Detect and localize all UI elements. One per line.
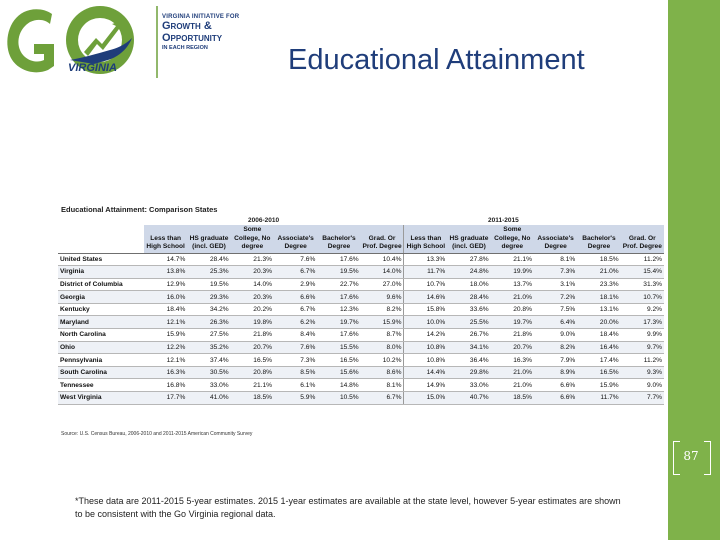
column-header: Associate's Degree (274, 225, 317, 253)
footnote: *These data are 2011-2015 5-year estimates. 2015 1-year estimates are available at the state level, however 5-year estimates are shown to be consistent with the Go Virginia regional data. (75, 496, 621, 519)
slide-title: Educational Attainment (288, 44, 585, 76)
value-cell: 10.7% (621, 291, 664, 304)
value-cell: 9.9% (621, 329, 664, 342)
value-cell: 7.2% (534, 291, 577, 304)
value-cell: 14.6% (404, 291, 447, 304)
value-cell: 7.6% (274, 341, 317, 354)
value-cell: 15.9% (144, 329, 187, 342)
state-name-cell: Virginia (58, 266, 144, 279)
value-cell: 23.3% (577, 278, 620, 291)
table-row (58, 379, 664, 392)
value-cell: 20.2% (231, 303, 274, 316)
value-cell: 13.8% (144, 266, 187, 279)
value-cell: 21.8% (491, 329, 534, 342)
value-cell: 16.5% (577, 366, 620, 379)
value-cell: 34.2% (187, 303, 230, 316)
logo-text-block (162, 14, 282, 51)
column-header: Less than High School (404, 225, 447, 253)
value-cell: 19.5% (317, 266, 360, 279)
value-cell: 27.8% (447, 253, 490, 266)
value-cell: 10.7% (404, 278, 447, 291)
column-header: Associate's Degree (534, 225, 577, 253)
value-cell: 26.3% (187, 316, 230, 329)
value-cell: 17.4% (577, 354, 620, 367)
value-cell: 6.1% (274, 379, 317, 392)
value-cell: 3.1% (534, 278, 577, 291)
column-header: Bachelor's Degree (317, 225, 360, 253)
value-cell: 8.5% (274, 366, 317, 379)
state-name-cell: Pennsylvania (58, 354, 144, 367)
value-cell: 6.7% (361, 392, 404, 405)
state-name-cell: Kentucky (58, 303, 144, 316)
value-cell: 18.5% (577, 253, 620, 266)
logo-region-label: IN EACH REGION (162, 45, 208, 51)
value-cell: 6.6% (534, 379, 577, 392)
value-cell: 10.2% (361, 354, 404, 367)
value-cell: 20.8% (231, 366, 274, 379)
value-cell: 7.3% (274, 354, 317, 367)
value-cell: 8.7% (361, 329, 404, 342)
table-row (58, 341, 664, 354)
value-cell: 11.2% (621, 253, 664, 266)
value-cell: 8.6% (361, 366, 404, 379)
value-cell: 25.3% (187, 266, 230, 279)
value-cell: 29.8% (447, 366, 490, 379)
value-cell: 16.4% (577, 341, 620, 354)
value-cell: 9.6% (361, 291, 404, 304)
value-cell: 11.2% (621, 354, 664, 367)
value-cell: 10.8% (404, 341, 447, 354)
state-name-cell: Ohio (58, 341, 144, 354)
value-cell: 16.0% (144, 291, 187, 304)
logo-virginia-label: VIRGINIA (68, 62, 117, 74)
state-name-cell: Tennessee (58, 379, 144, 392)
value-cell: 16.3% (144, 366, 187, 379)
value-cell: 17.6% (317, 253, 360, 266)
value-cell: 6.4% (534, 316, 577, 329)
value-cell: 18.4% (144, 303, 187, 316)
value-cell: 33.0% (447, 379, 490, 392)
value-cell: 18.0% (447, 278, 490, 291)
page-number: 87 (683, 449, 699, 463)
column-header (58, 225, 144, 253)
value-cell: 5.9% (274, 392, 317, 405)
value-cell: 17.7% (144, 392, 187, 405)
value-cell: 17.6% (317, 329, 360, 342)
value-cell: 20.3% (231, 291, 274, 304)
value-cell: 14.0% (231, 278, 274, 291)
value-cell: 28.4% (447, 291, 490, 304)
state-name-cell: West Virginia (58, 392, 144, 405)
value-cell: 10.5% (317, 392, 360, 405)
value-cell: 33.6% (447, 303, 490, 316)
value-cell: 36.4% (447, 354, 490, 367)
value-cell: 8.1% (361, 379, 404, 392)
table-row (58, 354, 664, 367)
value-cell: 21.0% (577, 266, 620, 279)
table-row (58, 291, 664, 304)
value-cell: 24.8% (447, 266, 490, 279)
value-cell: 15.5% (317, 341, 360, 354)
value-cell: 13.1% (577, 303, 620, 316)
value-cell: 20.8% (491, 303, 534, 316)
go-logo-mark-icon (0, 0, 160, 90)
value-cell: 6.7% (274, 303, 317, 316)
value-cell: 27.5% (187, 329, 230, 342)
value-cell: 8.0% (361, 341, 404, 354)
value-cell: 17.6% (317, 291, 360, 304)
value-cell: 6.6% (534, 392, 577, 405)
value-cell: 37.4% (187, 354, 230, 367)
value-cell: 8.2% (534, 341, 577, 354)
attainment-table-image (58, 202, 664, 440)
value-cell: 11.7% (404, 266, 447, 279)
logo-opportunity-label: Opportunity (162, 32, 223, 44)
go-virginia-logo (0, 0, 290, 90)
value-cell: 7.5% (534, 303, 577, 316)
value-cell: 15.8% (404, 303, 447, 316)
value-cell: 2.9% (274, 278, 317, 291)
value-cell: 18.5% (231, 392, 274, 405)
value-cell: 14.0% (361, 266, 404, 279)
value-cell: 18.5% (491, 392, 534, 405)
value-cell: 7.3% (534, 266, 577, 279)
value-cell: 19.7% (491, 316, 534, 329)
value-cell: 27.0% (361, 278, 404, 291)
value-cell: 14.9% (404, 379, 447, 392)
value-cell: 19.5% (187, 278, 230, 291)
value-cell: 16.5% (231, 354, 274, 367)
table-row (58, 253, 664, 266)
value-cell: 15.0% (404, 392, 447, 405)
value-cell: 21.1% (231, 379, 274, 392)
value-cell: 10.4% (361, 253, 404, 266)
value-cell: 20.3% (231, 266, 274, 279)
value-cell: 14.2% (404, 329, 447, 342)
table-row (58, 266, 664, 279)
value-cell: 35.2% (187, 341, 230, 354)
value-cell: 15.9% (361, 316, 404, 329)
value-cell: 6.2% (274, 316, 317, 329)
value-cell: 10.8% (404, 354, 447, 367)
table-row (58, 303, 664, 316)
value-cell: 9.3% (621, 366, 664, 379)
value-cell: 9.0% (621, 379, 664, 392)
value-cell: 28.4% (187, 253, 230, 266)
value-cell: 18.4% (577, 329, 620, 342)
value-cell: 33.0% (187, 379, 230, 392)
column-header: Grad. Or Prof. Degree (621, 225, 664, 253)
value-cell: 31.3% (621, 278, 664, 291)
column-header: HS graduate (incl. GED) (187, 225, 230, 253)
value-cell: 14.8% (317, 379, 360, 392)
value-cell: 8.4% (274, 329, 317, 342)
column-header: HS graduate (incl. GED) (447, 225, 490, 253)
value-cell: 16.3% (491, 354, 534, 367)
value-cell: 15.4% (621, 266, 664, 279)
value-cell: 19.7% (317, 316, 360, 329)
value-cell: 9.2% (621, 303, 664, 316)
attainment-table (58, 225, 664, 405)
value-cell: 21.0% (491, 379, 534, 392)
value-cell: 6.6% (274, 291, 317, 304)
logo-initiative-label: VIRGINIA INITIATIVE FOR (162, 14, 240, 20)
value-cell: 7.7% (621, 392, 664, 405)
value-cell: 7.9% (534, 354, 577, 367)
value-cell: 22.7% (317, 278, 360, 291)
value-cell: 8.1% (534, 253, 577, 266)
value-cell: 15.6% (317, 366, 360, 379)
value-cell: 14.4% (404, 366, 447, 379)
value-cell: 16.5% (317, 354, 360, 367)
state-name-cell: United States (58, 253, 144, 266)
value-cell: 8.2% (361, 303, 404, 316)
state-name-cell: North Carolina (58, 329, 144, 342)
value-cell: 8.9% (534, 366, 577, 379)
value-cell: 20.7% (491, 341, 534, 354)
state-name-cell: Georgia (58, 291, 144, 304)
table-header-row (58, 225, 664, 253)
value-cell: 10.0% (404, 316, 447, 329)
value-cell: 21.8% (231, 329, 274, 342)
column-header: Some College, No degree (231, 225, 274, 253)
value-cell: 20.0% (577, 316, 620, 329)
value-cell: 21.1% (491, 253, 534, 266)
value-cell: 21.3% (231, 253, 274, 266)
value-cell: 12.9% (144, 278, 187, 291)
value-cell: 18.1% (577, 291, 620, 304)
period-label-2006-2010: 2006-2010 (248, 217, 280, 224)
value-cell: 21.0% (491, 366, 534, 379)
value-cell: 26.7% (447, 329, 490, 342)
value-cell: 14.7% (144, 253, 187, 266)
value-cell: 30.5% (187, 366, 230, 379)
value-cell: 41.0% (187, 392, 230, 405)
value-cell: 13.3% (404, 253, 447, 266)
value-cell: 12.1% (144, 316, 187, 329)
value-cell: 9.7% (621, 341, 664, 354)
value-cell: 13.7% (491, 278, 534, 291)
table-row (58, 329, 664, 342)
value-cell: 12.2% (144, 341, 187, 354)
table-row (58, 278, 664, 291)
logo-divider (155, 6, 159, 78)
value-cell: 7.6% (274, 253, 317, 266)
value-cell: 9.0% (534, 329, 577, 342)
column-header: Bachelor's Degree (577, 225, 620, 253)
value-cell: 15.9% (577, 379, 620, 392)
period-label-2011-2015: 2011-2015 (488, 217, 519, 224)
column-header: Less than High School (144, 225, 187, 253)
value-cell: 19.9% (491, 266, 534, 279)
table-row (58, 366, 664, 379)
value-cell: 16.8% (144, 379, 187, 392)
value-cell: 12.1% (144, 354, 187, 367)
table-caption: Educational Attainment: Comparison States (61, 205, 218, 214)
table-source: Source: U.S. Census Bureau, 2006-2010 and 2011-2015 American Community Survey (61, 431, 253, 437)
value-cell: 6.7% (274, 266, 317, 279)
value-cell: 25.5% (447, 316, 490, 329)
state-name-cell: South Carolina (58, 366, 144, 379)
table-row (58, 316, 664, 329)
value-cell: 12.3% (317, 303, 360, 316)
value-cell: 29.3% (187, 291, 230, 304)
logo-growth-label: Growth & (162, 20, 212, 32)
state-name-cell: Maryland (58, 316, 144, 329)
value-cell: 17.3% (621, 316, 664, 329)
value-cell: 21.0% (491, 291, 534, 304)
value-cell: 34.1% (447, 341, 490, 354)
value-cell: 19.8% (231, 316, 274, 329)
column-header: Grad. Or Prof. Degree (361, 225, 404, 253)
table-row (58, 392, 664, 405)
value-cell: 11.7% (577, 392, 620, 405)
state-name-cell: District of Columbia (58, 278, 144, 291)
value-cell: 20.7% (231, 341, 274, 354)
value-cell: 40.7% (447, 392, 490, 405)
column-header: Some College, No degree (491, 225, 534, 253)
page-number-bracket-right (704, 441, 711, 475)
